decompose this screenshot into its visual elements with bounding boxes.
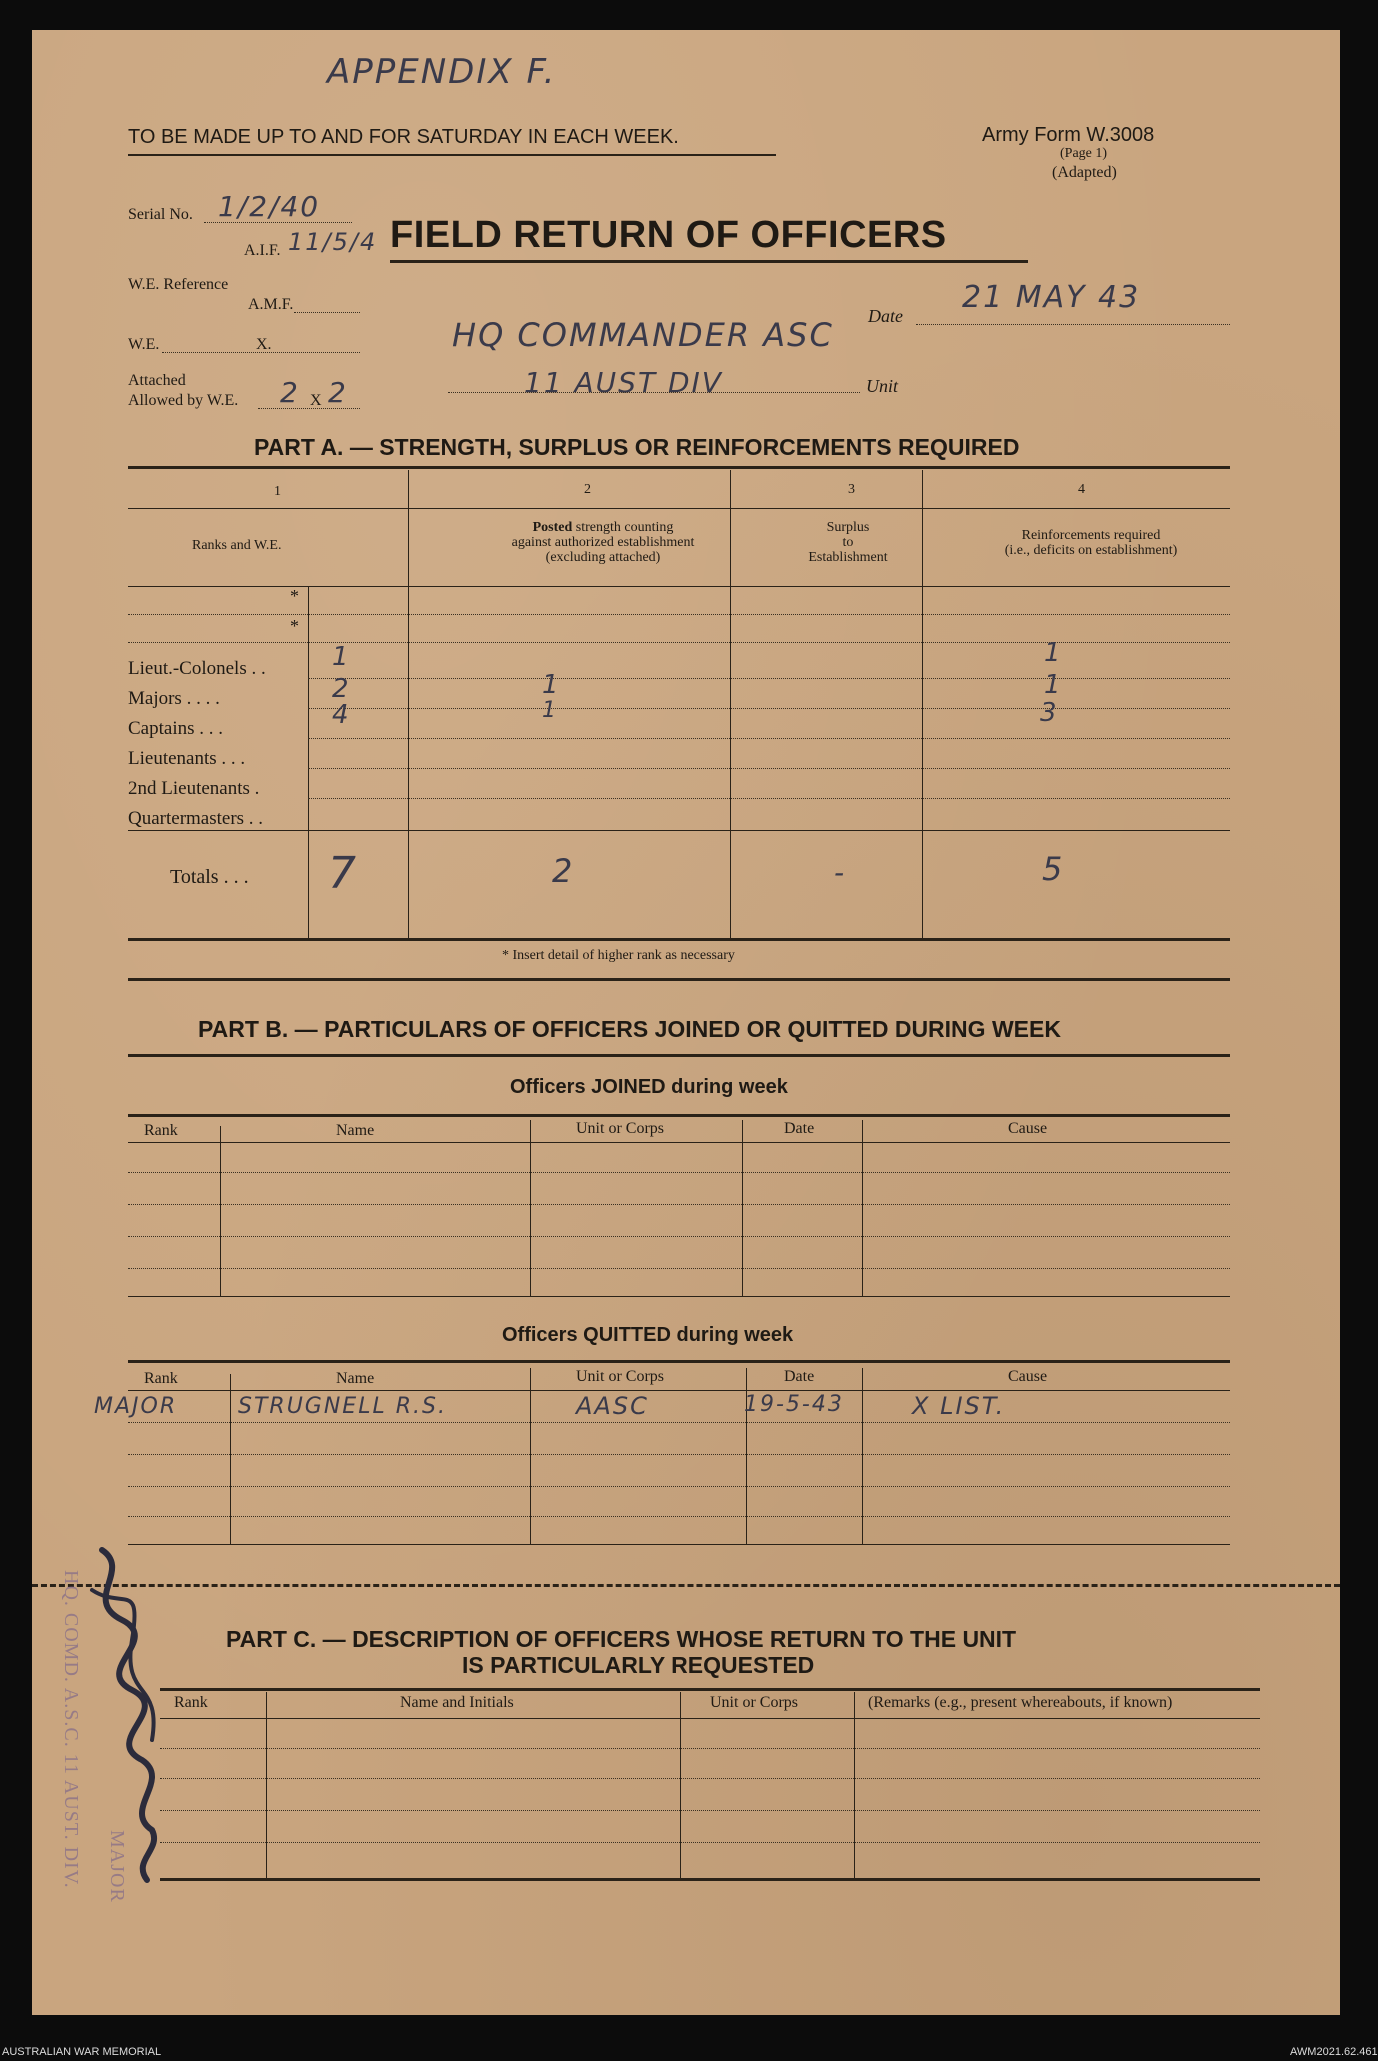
quitted-header-rank: Rank: [144, 1370, 178, 1387]
aif-value: 11/5/4: [288, 228, 378, 256]
title-underline: [390, 260, 1028, 263]
joined-header-rule: [128, 1142, 1230, 1143]
rank-row-quartermasters: Quartermasters . .: [128, 808, 264, 829]
col4-header-line2: (i.e., deficits on establishment): [1004, 543, 1178, 558]
col2-header-line2: against authorized establishment: [511, 535, 695, 550]
col-number-4: 4: [1078, 482, 1085, 497]
allowed-label: Allowed by W.E.: [128, 392, 239, 409]
form-name: Army Form W.3008: [982, 124, 1155, 146]
total-we: 7: [328, 848, 358, 899]
part-c-header-remarks: (Remarks (e.g., present whereabouts, if known): [868, 1694, 1173, 1711]
unit-line-2: 11 AUST DIV: [524, 366, 723, 399]
stamp-rank: MAJOR: [106, 1830, 128, 1903]
col-number-rule: [128, 508, 1230, 509]
joined-top-rule: [128, 1114, 1230, 1117]
unit-stamp: HQ. COMD. A.S.C. 11 AUST. DIV.: [60, 1570, 82, 1889]
amf-label: A.M.F.: [248, 296, 294, 313]
quitted-title: Officers QUITTED during week: [502, 1324, 794, 1346]
part-a-bottom-rule: [128, 938, 1230, 941]
part-c-header-rank: Rank: [174, 1694, 208, 1711]
total-posted: 2: [552, 852, 575, 890]
col4-header: [950, 528, 1232, 558]
totals-label: Totals . . .: [170, 866, 249, 888]
total-surplus: -: [834, 856, 847, 889]
rank-row-2nd-lieutenants: 2nd Lieutenants .: [128, 778, 260, 799]
quitted-rank: MAJOR: [94, 1394, 178, 1419]
part-a-top-rule: [128, 466, 1230, 469]
allowed-value-2: 2: [328, 376, 348, 409]
quitted-divider-2: [530, 1368, 531, 1544]
aif-label: A.I.F.: [244, 242, 281, 259]
col2-header: [462, 520, 744, 565]
amf-dotline: [294, 312, 360, 313]
rank-row-majors: Majors . . . .: [128, 688, 220, 709]
joined-header-rank: Rank: [144, 1122, 178, 1139]
appendix-annotation: APPENDIX F.: [327, 52, 557, 92]
footer-left: AUSTRALIAN WAR MEMORIAL: [2, 2046, 162, 2058]
col2-header-bold: Posted: [532, 520, 573, 535]
quitted-header-name: Name: [336, 1370, 375, 1387]
rank-row-captains: Captains . . .: [128, 718, 223, 739]
date-dotline: [916, 324, 1230, 325]
instruction-underline: [128, 154, 776, 156]
form-title: FIELD RETURN OF OFFICERS: [390, 214, 947, 256]
rank-row-lieutenants: Lieutenants . . .: [128, 748, 246, 769]
row-dotline-5: [308, 798, 1230, 799]
we-lieut-colonels: 1: [332, 642, 351, 672]
allowed-value: 2: [280, 376, 300, 409]
quitted-divider-1: [230, 1374, 231, 1544]
instruction-text: TO BE MADE UP TO AND FOR SATURDAY IN EACH WEEK.: [128, 126, 679, 148]
quitted-date: 19-5-43: [744, 1392, 844, 1417]
joined-divider-3: [742, 1120, 743, 1296]
joined-dotline-4: [128, 1268, 1230, 1269]
joined-header-name: Name: [336, 1122, 375, 1139]
we-label: W.E.: [128, 336, 160, 353]
reinf-captains: 3: [1040, 698, 1059, 728]
col4-header-line1: Reinforcements required: [1021, 528, 1161, 543]
part-c-divider-3: [854, 1692, 855, 1880]
date-label: Date: [868, 306, 903, 326]
part-c-header-unit: Unit or Corps: [710, 1694, 798, 1711]
reinf-lieut-colonels: 1: [1044, 638, 1063, 668]
joined-header-cause: Cause: [1008, 1120, 1048, 1137]
joined-divider-1: [220, 1126, 221, 1296]
joined-bottom-rule: [128, 1296, 1230, 1297]
date-value: 21 MAY 43: [962, 280, 1141, 315]
serial-label: Serial No.: [128, 206, 193, 223]
part-c-title-line-1: PART C. — DESCRIPTION OF OFFICERS WHOSE RETURN TO THE UNIT: [226, 1626, 1017, 1652]
part-c-dotline-4: [160, 1842, 1260, 1843]
part-c-divider-1: [266, 1692, 267, 1880]
col3-header-line1: Surplus: [826, 520, 870, 535]
star-row-2: *: [290, 616, 299, 636]
star-row-1: *: [290, 586, 299, 606]
joined-header-unit: Unit or Corps: [576, 1120, 664, 1137]
unit-dotline: [448, 392, 860, 393]
quitted-dotline-1: [128, 1422, 1230, 1423]
part-a-end-rule: [128, 978, 1230, 981]
quitted-name: STRUGNELL R.S.: [238, 1394, 447, 1419]
col3-header: [748, 520, 948, 565]
attached-label: Attached: [128, 372, 186, 389]
row-dotline-2: [308, 708, 1230, 709]
adapted-label: (Adapted): [1052, 164, 1117, 181]
perforation-line: [32, 1584, 1340, 1587]
col3-header-line3: Establishment: [808, 550, 888, 565]
quitted-dotline-2: [128, 1454, 1230, 1455]
star-dotline-2: [128, 642, 1230, 643]
page-label: (Page 1): [1060, 146, 1108, 161]
part-b-top-rule: [128, 1054, 1230, 1057]
part-c-divider-2: [680, 1692, 681, 1880]
row-dotline-1: [308, 678, 1230, 679]
col-number-3: 3: [848, 482, 855, 497]
quitted-top-rule: [128, 1360, 1230, 1363]
we-majors: 2: [332, 674, 351, 704]
form-sheet: [32, 30, 1340, 2015]
part-c-dotline-1: [160, 1748, 1260, 1749]
totals-top-rule: [128, 830, 1230, 831]
col-divider-3: [922, 470, 923, 938]
total-reinf: 5: [1042, 850, 1065, 888]
footer-right: AWM2021.62.461: [1290, 2046, 1378, 2058]
rank-row-lieut-colonels: Lieut.-Colonels . .: [128, 658, 266, 679]
joined-dotline-1: [128, 1172, 1230, 1173]
joined-header-date: Date: [784, 1120, 815, 1137]
part-c-bottom-rule: [160, 1878, 1260, 1881]
part-c-title-line-2: IS PARTICULARLY REQUESTED: [462, 1652, 815, 1678]
unit-label: Unit: [866, 376, 899, 396]
unit-line-1: HQ COMMANDER ASC: [452, 316, 834, 354]
allowed-x-label: X: [310, 392, 322, 409]
serial-value: 1/2/40: [218, 190, 321, 223]
quitted-divider-4: [862, 1368, 863, 1544]
quitted-header-unit: Unit or Corps: [576, 1368, 664, 1385]
reinf-majors: 1: [1044, 670, 1063, 700]
joined-dotline-3: [128, 1236, 1230, 1237]
col-divider-1: [408, 470, 409, 938]
col3-header-line2: to: [842, 535, 854, 550]
col-number-2: 2: [584, 482, 591, 497]
row-dotline-3: [308, 738, 1230, 739]
signature-scrawl: [62, 1530, 192, 1890]
joined-divider-4: [862, 1120, 863, 1296]
row-dotline-4: [308, 768, 1230, 769]
we-captains: 4: [332, 700, 351, 730]
col-number-1: 1: [274, 484, 281, 499]
col2-header-rest: strength counting: [575, 520, 674, 535]
we-x-label: X.: [256, 336, 272, 353]
col1-header: Ranks and W.E.: [192, 538, 282, 553]
posted-captains: 1: [542, 698, 558, 723]
part-a-footnote: * Insert detail of higher rank as necessary: [502, 948, 735, 963]
quitted-header-rule: [128, 1390, 1230, 1391]
part-b-title: PART B. — PARTICULARS OF OFFICERS JOINED OR QUITTED DURING WEEK: [198, 1016, 1061, 1042]
quitted-dotline-4: [128, 1516, 1230, 1517]
quitted-dotline-3: [128, 1486, 1230, 1487]
quitted-header-date: Date: [784, 1368, 815, 1385]
part-c-header-rule: [160, 1718, 1260, 1719]
col-divider-2: [730, 470, 731, 938]
posted-majors: 1: [542, 670, 561, 700]
col2-header-line3: (excluding attached): [545, 550, 661, 565]
part-c-top-rule: [160, 1688, 1260, 1691]
star-dotline-1: [128, 614, 1230, 615]
col-divider-we: [308, 586, 309, 938]
quitted-header-cause: Cause: [1008, 1368, 1048, 1385]
we-reference-label: W.E. Reference: [128, 276, 229, 293]
joined-divider-2: [530, 1120, 531, 1296]
quitted-bottom-rule: [128, 1544, 1230, 1545]
part-c-dotline-3: [160, 1810, 1260, 1811]
joined-dotline-2: [128, 1204, 1230, 1205]
part-c-header-name: Name and Initials: [400, 1694, 514, 1711]
part-a-title: PART A. — STRENGTH, SURPLUS OR REINFORCEMENTS REQUIRED: [254, 434, 1020, 460]
part-c-dotline-2: [160, 1778, 1260, 1779]
quitted-unit: AASC: [576, 1392, 649, 1420]
quitted-cause: X LIST.: [912, 1392, 1006, 1420]
joined-title: Officers JOINED during week: [510, 1076, 788, 1098]
